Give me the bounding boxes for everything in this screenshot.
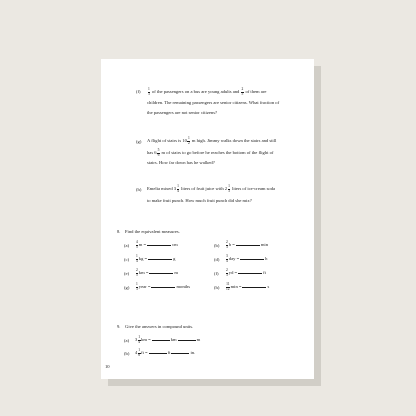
- question-number: 9.: [117, 324, 121, 329]
- unit-to: ft: [263, 270, 266, 276]
- item-label: (b): [214, 243, 220, 248]
- answer-blank[interactable]: [152, 336, 170, 341]
- fraction: $\frac{1}{6}$: [138, 348, 141, 357]
- fraction: $\frac{1}{4}$: [138, 335, 141, 344]
- problem-f-line2: children. The remaining passengers are senior citizens. What fraction of: [147, 100, 280, 105]
- item-label: (b): [124, 351, 130, 356]
- conversion-item: [225, 283, 269, 291]
- problem-label: (g): [136, 139, 142, 144]
- fraction: $\frac{4}{5}$: [136, 240, 138, 249]
- conversion-item: [135, 255, 175, 263]
- unit-from: day =: [228, 256, 240, 262]
- unit-from: min =: [230, 284, 242, 290]
- fraction: $\frac{11}{12}$: [226, 282, 230, 291]
- unit-from: kg =: [138, 256, 148, 262]
- fraction: $\frac{1}{4}$: [136, 254, 138, 263]
- unit-to: cm: [172, 242, 178, 248]
- unit-from: km =: [138, 270, 149, 276]
- unit-from: km =: [141, 337, 151, 343]
- compound-item: [135, 336, 200, 344]
- fraction: $\frac{2}{5}$: [136, 268, 138, 277]
- answer-blank[interactable]: [240, 255, 264, 260]
- problem-g-line3: stairs. How far down has he walked?: [147, 160, 215, 165]
- unit-from: m =: [138, 242, 147, 248]
- question-number: 8.: [117, 229, 121, 234]
- unit-1: km: [170, 337, 177, 343]
- answer-blank[interactable]: [171, 349, 189, 354]
- answer-blank[interactable]: [242, 283, 266, 288]
- answer-blank[interactable]: [178, 336, 196, 341]
- item-label: (a): [124, 338, 130, 343]
- problem-label: (h): [136, 187, 142, 192]
- conversion-item: [135, 283, 190, 291]
- fraction: $\frac{1}{3}$: [136, 282, 138, 291]
- answer-blank[interactable]: [149, 349, 167, 354]
- answer-blank[interactable]: [151, 283, 175, 288]
- answer-blank[interactable]: [236, 241, 260, 246]
- item-label: (c): [124, 257, 130, 262]
- problem-label: (f): [136, 89, 141, 94]
- fraction: $\frac{1}{2}$: [187, 136, 190, 145]
- q8-title: Find the equivalent measures.: [125, 229, 180, 234]
- problem-h-line1: Emelia mixed 3 $\frac{1}{4}$ liters of fruit juice with 2 $\frac{1}{3}$ liters of ice-cream soda: [147, 184, 276, 193]
- unit-to: g: [173, 256, 176, 262]
- fraction: $\frac{1}{3}$: [148, 87, 150, 96]
- problem-h-line2: to make fruit punch. How much fruit punch did she mix?: [147, 198, 252, 203]
- fraction: $\frac{5}{6}$: [157, 148, 160, 157]
- compound-item: [135, 349, 195, 357]
- unit-to: s: [267, 284, 270, 290]
- item-label: (g): [124, 285, 130, 290]
- answer-blank[interactable]: [238, 269, 262, 274]
- conversion-item: [135, 269, 178, 277]
- fraction: $\frac{1}{4}$: [177, 184, 179, 193]
- item-label: (e): [124, 271, 130, 276]
- conversion-item: [225, 269, 266, 277]
- problem-g-line1: A flight of stairs is 10 $\frac{1}{2}$ m high. Jimmy walks down the stairs and still: [147, 136, 277, 145]
- fraction: $\frac{2}{3}$: [226, 268, 228, 277]
- unit-to: min: [260, 242, 268, 248]
- problem-g-line2: has 6 $\frac{5}{6}$ m of stairs to go before he reaches the bottom of the flight of: [147, 148, 274, 157]
- problem-f-line3: the passengers are not senior citizens?: [147, 110, 218, 115]
- item-label: (a): [124, 243, 130, 248]
- q9-title: Give the answers in compound units.: [125, 324, 194, 329]
- item-label: (h): [214, 285, 220, 290]
- page-number: 10: [105, 364, 110, 369]
- fraction: $\frac{2}{3}$: [226, 240, 228, 249]
- conversion-item: [225, 241, 268, 249]
- answer-blank[interactable]: [149, 269, 173, 274]
- whole-number: 3: [135, 337, 138, 343]
- unit-to: m: [174, 270, 178, 276]
- problem-f-line1: $\frac{1}{3}$ of the passengers on a bus are young adults and $\frac{2}{5}$ of them are: [148, 87, 267, 96]
- fraction: $\frac{3}{4}$: [226, 254, 228, 263]
- unit-from: year =: [138, 284, 151, 290]
- fraction: $\frac{1}{3}$: [228, 184, 230, 193]
- fraction: $\frac{2}{5}$: [241, 87, 244, 96]
- conversion-item: [225, 255, 267, 263]
- whole-number: 4: [135, 350, 138, 356]
- unit-from: h =: [228, 242, 235, 248]
- item-label: (d): [214, 257, 220, 262]
- unit-2: in.: [190, 350, 196, 356]
- conversion-item: [135, 241, 178, 249]
- item-label: (f): [214, 271, 219, 276]
- answer-blank[interactable]: [147, 241, 171, 246]
- unit-from: yd =: [228, 270, 238, 276]
- unit-to: months: [176, 284, 190, 290]
- unit-from: ft =: [141, 350, 148, 356]
- answer-blank[interactable]: [148, 255, 172, 260]
- worksheet-page: [101, 59, 314, 379]
- unit-to: h: [265, 256, 268, 262]
- unit-2: m: [196, 337, 201, 343]
- unit-1: ft: [167, 350, 171, 356]
